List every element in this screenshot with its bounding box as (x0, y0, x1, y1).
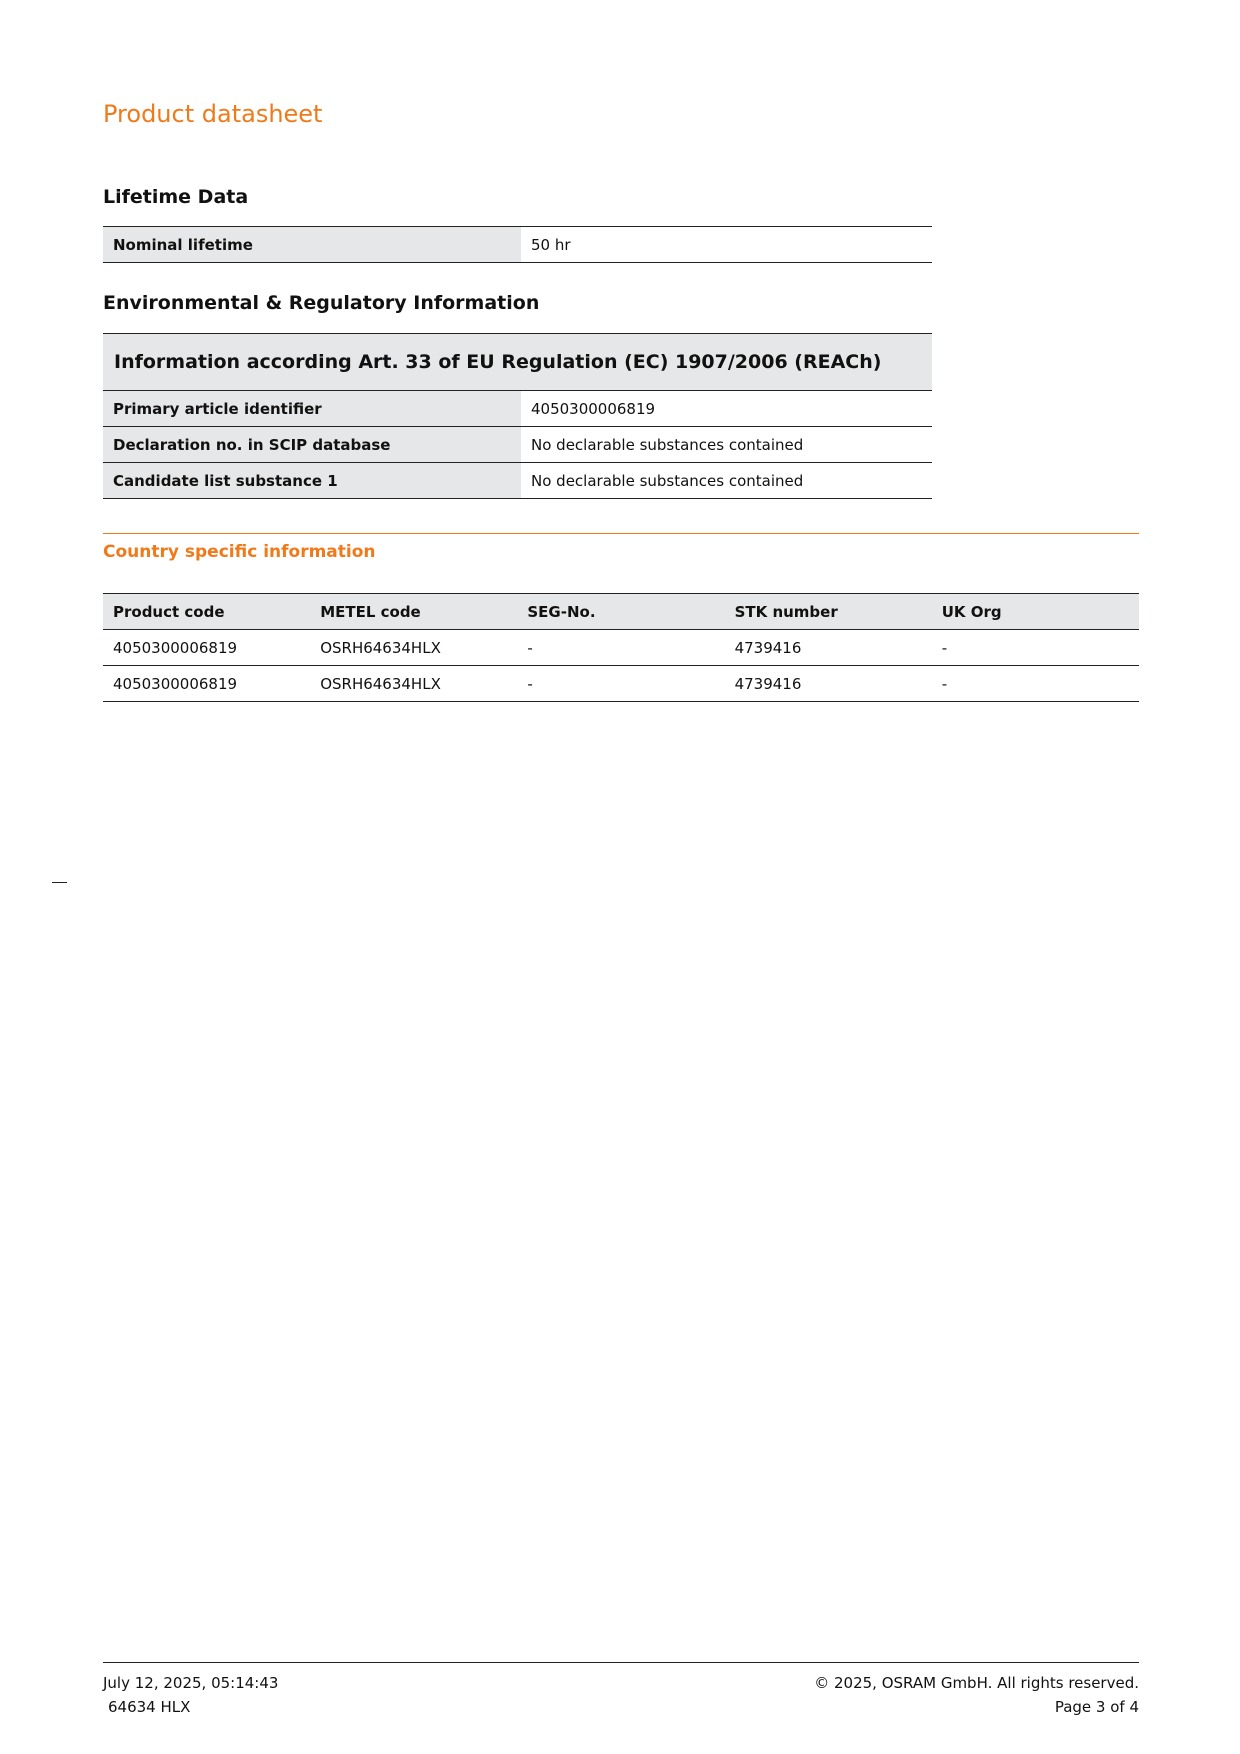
table-row (103, 227, 932, 263)
scip-declaration-value: No declarable substances contained (521, 427, 932, 463)
footer-datetime: July 12, 2025, 05:14:43 (103, 1674, 279, 1692)
cell-metel-code: OSRH64634HLX (310, 666, 517, 702)
cell-metel-code: OSRH64634HLX (310, 630, 517, 666)
cell-product-code: 4050300006819 (103, 630, 310, 666)
footer-product-name: 64634 HLX (108, 1698, 191, 1716)
cell-uk-org: - (932, 666, 1139, 702)
table-row (103, 630, 1139, 666)
table-header-row (103, 594, 1139, 630)
section-divider (103, 533, 1139, 534)
country-table (103, 593, 1139, 702)
nominal-lifetime-label: Nominal lifetime (103, 227, 521, 263)
column-header-product-code: Product code (103, 594, 310, 630)
cell-stk-number: 4739416 (725, 666, 932, 702)
footer-page-number: Page 3 of 4 (1054, 1698, 1139, 1716)
cell-uk-org: - (932, 630, 1139, 666)
column-header-uk-org: UK Org (932, 594, 1139, 630)
primary-article-identifier-value: 4050300006819 (521, 391, 932, 427)
nominal-lifetime-value: 50 hr (521, 227, 932, 263)
country-heading: Country specific information (103, 542, 376, 562)
page-title: Product datasheet (103, 100, 323, 128)
cell-product-code: 4050300006819 (103, 666, 310, 702)
candidate-list-substance-value: No declarable substances contained (521, 463, 932, 499)
column-header-metel-code: METEL code (310, 594, 517, 630)
lifetime-table (103, 226, 932, 263)
column-header-stk-number: STK number (725, 594, 932, 630)
primary-article-identifier-label: Primary article identifier (103, 391, 521, 427)
table-row (103, 391, 932, 427)
lifetime-heading: Lifetime Data (103, 186, 249, 208)
footer-copyright: © 2025, OSRAM GmbH. All rights reserved. (814, 1674, 1139, 1692)
cell-seg-no: - (517, 630, 724, 666)
column-header-seg-no: SEG-No. (517, 594, 724, 630)
reach-heading (103, 333, 932, 391)
footer-divider (103, 1662, 1139, 1663)
reach-table (103, 391, 932, 499)
reach-heading-text: Information according Art. 33 of EU Regulation (EC) 1907/2006 (REACh) (114, 351, 882, 373)
fold-mark (52, 882, 67, 883)
scip-declaration-label: Declaration no. in SCIP database (103, 427, 521, 463)
candidate-list-substance-label: Candidate list substance 1 (103, 463, 521, 499)
table-row (103, 463, 932, 499)
table-row (103, 427, 932, 463)
cell-seg-no: - (517, 666, 724, 702)
environmental-heading: Environmental & Regulatory Information (103, 292, 540, 314)
cell-stk-number: 4739416 (725, 630, 932, 666)
table-row (103, 666, 1139, 702)
